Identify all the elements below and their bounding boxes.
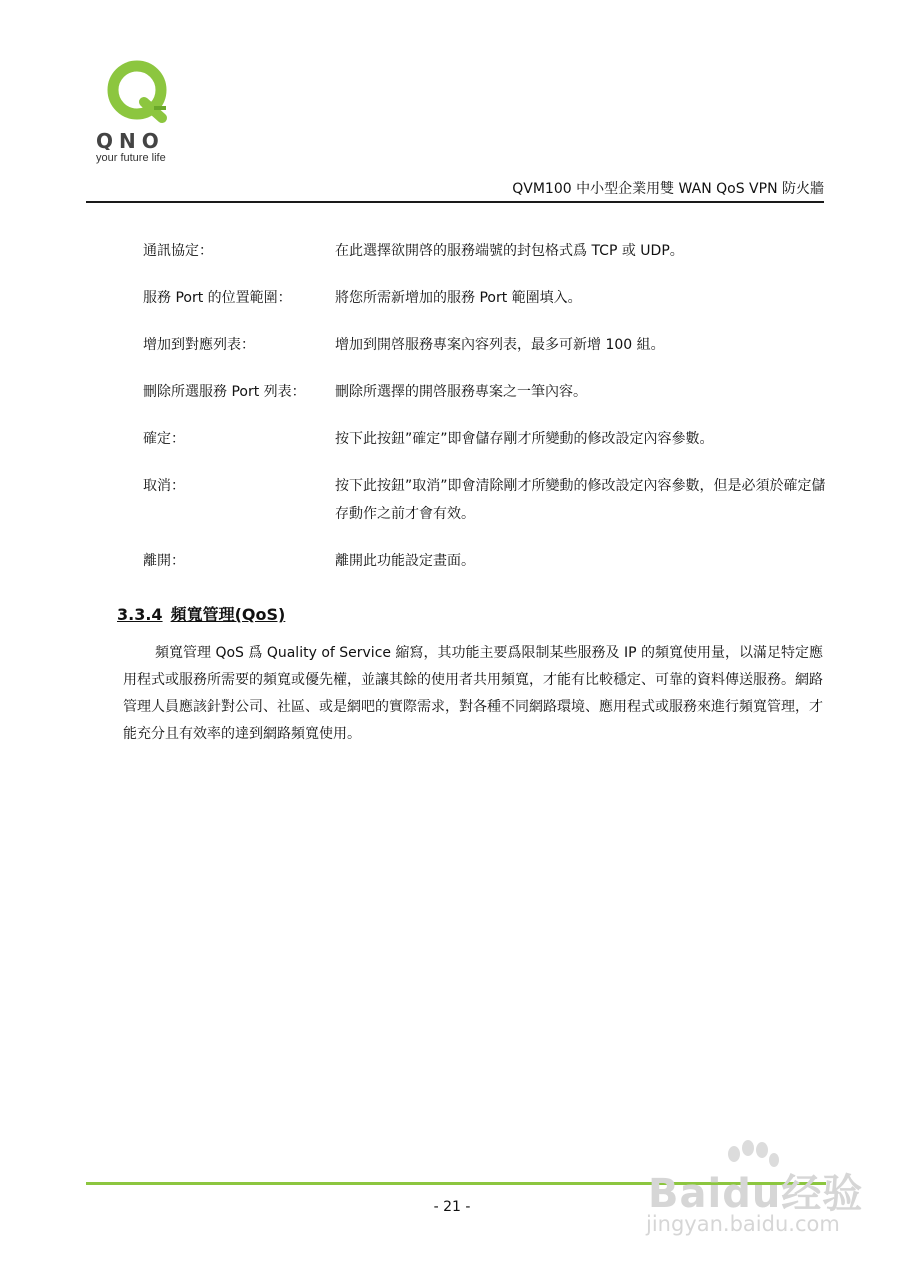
definition-description: 在此選擇欲開啓的服務端號的封包格式爲 TCP 或 UDP。: [335, 243, 684, 259]
definition-description: 將您所需新增加的服務 Port 範圍填入。: [335, 290, 582, 306]
section-title-text: 頻寬管理(QoS): [170, 605, 286, 624]
definition-row: [143, 425, 833, 453]
section-heading: [117, 602, 285, 625]
page-number: - 21 -: [433, 1199, 471, 1215]
qno-wordmark: QNO: [96, 129, 165, 150]
definition-term: 服務 Port 的位置範圍：: [143, 290, 292, 306]
logo-tagline: your future life: [96, 152, 166, 164]
definition-row: [143, 331, 833, 359]
definition-description: 增加到開啓服務專案內容列表，最多可新增 100 組。: [335, 337, 665, 353]
header-divider: [86, 201, 824, 203]
definition-row: [143, 472, 833, 528]
definition-row: [143, 378, 833, 406]
definition-term: 確定：: [143, 431, 185, 447]
settings-definition-list: [143, 237, 833, 594]
section-number: 3.3.4: [117, 605, 163, 624]
section-paragraph: 頻寬管理 QoS 爲 Quality of Service 縮寫，其功能主要爲限制某些服務及 IP 的頻寬使用量，以滿足特定應用程式或服務所需要的頻寬或優先權，並讓其餘的使用者共用頻寬，才能有比較穩定、可靠的資料傳送服務。網路管理人員應該針對公司、社區、或是網吧的實際需求，對各種不同網路環境、應用程式或服務來進行頻寬管理，才能充分且有效率的達到網路頻寬使用。: [123, 645, 823, 742]
definition-description: 離開此功能設定畫面。: [335, 553, 475, 569]
qno-logo: [92, 58, 188, 168]
definition-term: 通訊協定：: [143, 243, 213, 259]
watermark-url: jingyan.baidu.com: [646, 1212, 840, 1236]
baidu-watermark: [640, 1140, 864, 1250]
definition-description: 按下此按鈕”取消”即會清除剛才所變動的修改設定內容參數，但是必須於確定儲存動作之前才會有效。: [335, 478, 826, 522]
definition-row: [143, 284, 833, 312]
definition-description: 按下此按鈕”確定”即會儲存剛才所變動的修改設定內容參數。: [335, 431, 714, 447]
definition-term: 增加到對應列表：: [143, 337, 255, 353]
definition-term: 離開：: [143, 553, 185, 569]
definition-row: [143, 547, 833, 575]
document-header-title: QVM100 中小型企業用雙 WAN QoS VPN 防火牆: [512, 181, 824, 197]
definition-description: 刪除所選擇的開啓服務專案之一筆內容。: [335, 384, 587, 400]
definition-row: [143, 237, 833, 265]
qno-logo-mark: [92, 58, 188, 150]
watermark-brand: Baidu经验: [648, 1171, 864, 1217]
definition-term: 取消：: [143, 478, 185, 494]
definition-term: 刪除所選服務 Port 列表：: [143, 384, 306, 400]
